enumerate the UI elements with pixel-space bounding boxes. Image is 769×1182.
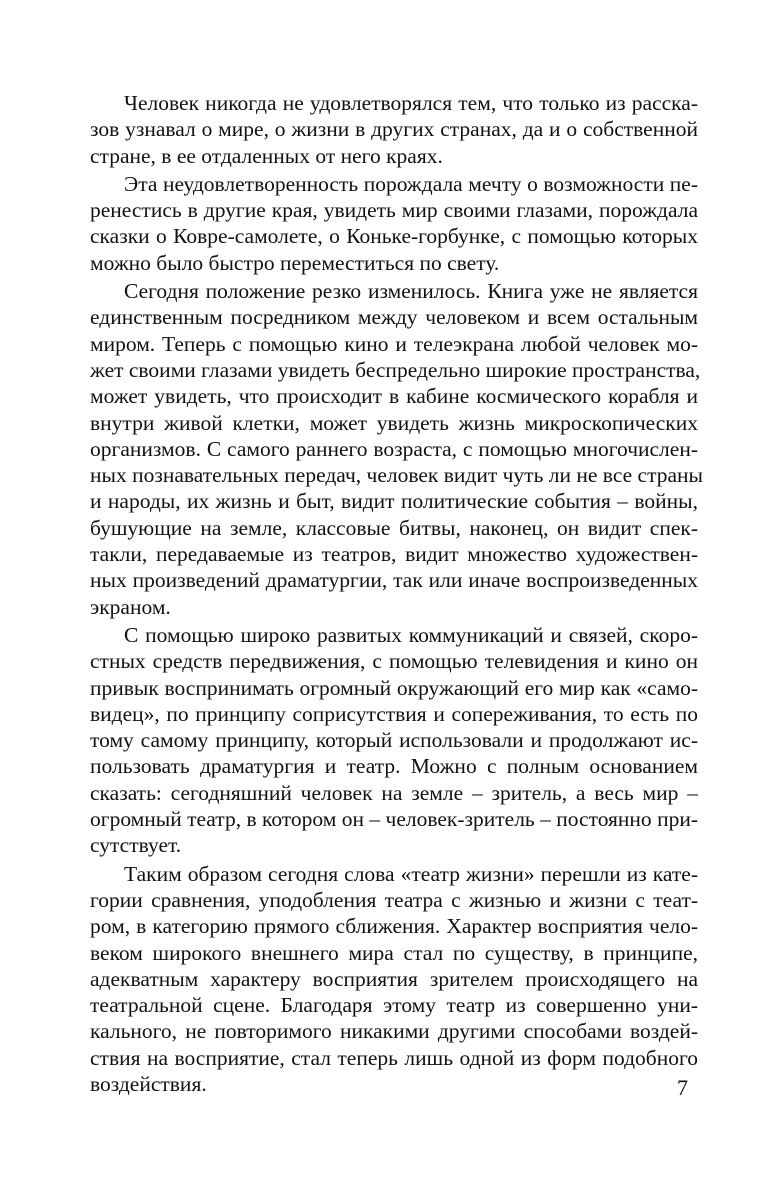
- paragraph: [90, 278, 703, 620]
- text-line: Человек никогда не удовлетворялся тем, что только из расска-: [124, 91, 698, 115]
- text-line: можно было быстро переместиться по свету.: [90, 250, 500, 275]
- text-line: сутствует.: [90, 833, 182, 858]
- text-line: гории сравнения, уподобления театра с жизнью и жизни с теат-: [90, 887, 698, 912]
- text-line: экраном.: [90, 594, 171, 619]
- text-line: адекватным характеру восприятия зрителем происходящего на: [90, 966, 698, 991]
- text-line: миром. Теперь с помощью кино и телеэкрана любой человек мо-: [90, 331, 698, 356]
- text-line: пользовать драматургия и театр. Можно с полным основанием: [90, 754, 698, 779]
- text-line: стране, в ее отдаленных от него краях.: [90, 143, 443, 168]
- text-line: Сегодня положение резко изменилось. Книга уже не является: [124, 279, 698, 304]
- text-line: организмов. С самого раннего возраста, с помощью многочислен-: [90, 436, 698, 461]
- text-line: театральной сцене. Благодаря этому театр из совершенно уни-: [90, 993, 698, 1018]
- text-line: С помощью широко развитых коммуникаций и связей, скоро-: [124, 622, 698, 647]
- text-line: видец», по принципу соприсутствия и сопереживания, то есть по: [90, 701, 698, 726]
- text-line: привык воспринимать огромный окружающий его мир как «само-: [90, 675, 698, 700]
- text-line: сказки о Ковре-самолете, о Коньке-горбунке, с помощью которых: [90, 224, 698, 249]
- text-line: кального, не повторимого никакими другими способами воздей-: [90, 1019, 698, 1044]
- text-line: Эта неудовлетворенность порождала мечту о возможности пе-: [124, 171, 698, 196]
- text-line: ных познавательных передач, человек видит чуть ли не все страны: [90, 463, 703, 488]
- text-line: жет своими глазами увидеть беспредельно широкие пространства,: [90, 357, 701, 382]
- text-line: ренестись в другие края, увидеть мир своими глазами, порождала: [90, 198, 698, 223]
- text-line: бушующие на земле, классовые битвы, наконец, он видит спек-: [90, 515, 698, 540]
- body-text: [90, 90, 703, 1097]
- text-line: воздействия.: [90, 1071, 207, 1096]
- paragraph: [90, 171, 698, 276]
- text-line: и народы, их жизнь и быт, видит политические события – войны,: [90, 489, 698, 514]
- text-line: веком широкого внешнего мира стал по существу, в принципе,: [90, 940, 698, 965]
- text-line: внутри живой клетки, может увидеть жизнь микроскопических: [90, 410, 698, 435]
- text-line: такли, передаваемые из театров, видит множество художествен-: [90, 542, 698, 567]
- text-line: ствия на восприятие, стал теперь лишь одной из форм подобного: [90, 1045, 698, 1070]
- text-line: огромный театр, в котором он – человек-зритель – постоянно при-: [90, 807, 698, 832]
- text-line: тому самому принципу, который использовали и продолжают ис-: [90, 728, 698, 753]
- text-line: зов узнавал о мире, о жизни в других странах, да и о собственной: [90, 117, 698, 142]
- text-line: стных средств передвижения, с помощью телевидения и кино он: [90, 649, 698, 674]
- text-line: сказать: сегодняшний человек на земле – зритель, а весь мир –: [90, 780, 698, 805]
- paragraph: [90, 861, 698, 1098]
- text-line: единственным посредником между человеком и всем остальным: [90, 305, 698, 330]
- paragraph: [90, 622, 698, 859]
- text-line: ных произведений драматургии, так или иначе воспроизведенных: [90, 568, 698, 593]
- text-line: ром, в категорию прямого сближения. Характер восприятия чело-: [90, 914, 698, 939]
- paragraph: [90, 90, 698, 169]
- book-page: [90, 90, 703, 1140]
- text-line: Таким образом сегодня слова «театр жизни» перешли из кате-: [124, 861, 698, 886]
- text-line: может увидеть, что происходит в кабине космического корабля и: [90, 384, 698, 409]
- page-number: 7: [677, 1075, 688, 1100]
